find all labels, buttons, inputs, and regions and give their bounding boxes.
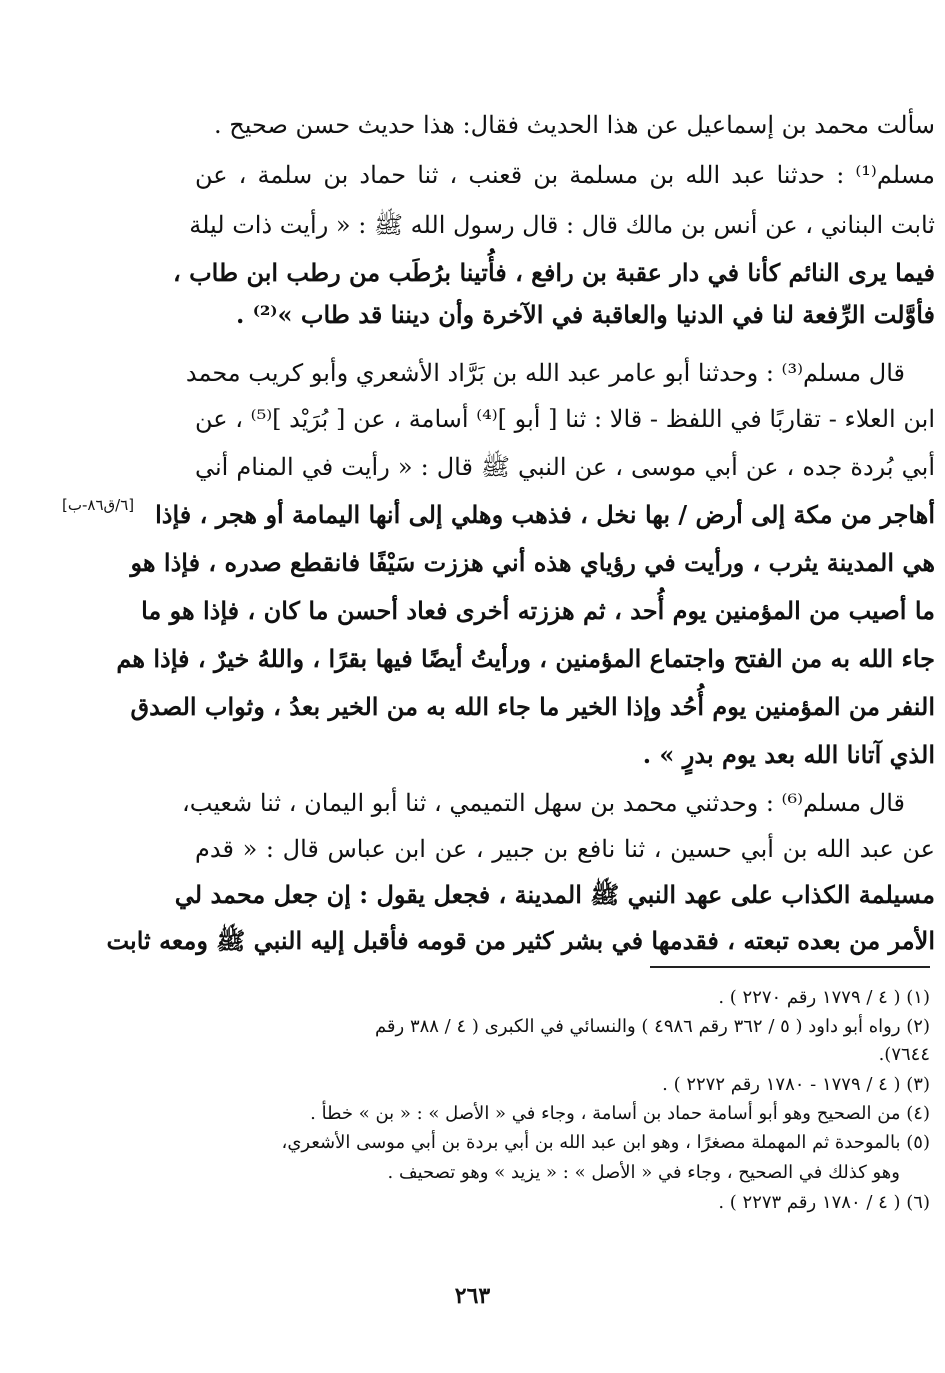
footnote-line: وهو كذلك في الصحيح ، وجاء في « الأصل » : « يزيد » وهو تصحيف . <box>387 1162 900 1183</box>
footnote-line: (٣) ( ٤ / ١٧٧٩ - ١٧٨٠ رقم ٢٢٧٢ ) . <box>662 1074 930 1095</box>
text-line: أهاجر من مكة إلى أرض / بها نخل ، فذهب وهلي إلى أنها اليمامة أو هجر ، فإذا <box>155 500 935 529</box>
text-line: مسلم⁽¹⁾ : حدثنا عبد الله بن مسلمة بن قعنب ، ثنا حماد بن سلمة ، عن <box>195 161 935 189</box>
footnote-separator <box>650 966 930 968</box>
footnote-line: (١) ( ٤ / ١٧٧٩ رقم ٢٢٧٠ ) . <box>718 987 930 1008</box>
footnote-line: (٥) بالموحدة ثم المهملة مصغرًا ، وهو ابن عبد الله بن أبي بردة بن أبي موسى الأشعري، <box>281 1132 930 1153</box>
text-line: قال مسلم⁽³⁾ : وحدثنا أبو عامر عبد الله بن بَرَّاد الأشعري وأبو كريب محمد <box>185 359 905 387</box>
text-line: ما أصيب من المؤمنين يوم أُحد ، ثم هززته أخرى فعاد أحسن ما كان ، فإذا هو ما <box>141 596 935 625</box>
manuscript-folio-note: [٦/ق٨٦-ب] <box>62 496 135 514</box>
footnote-line: (٦) ( ٤ / ١٧٨٠ رقم ٢٢٧٣ ) . <box>718 1192 930 1213</box>
text-line: قال مسلم⁽⁶⁾ : وحدثني محمد بن سهل التميمي ، ثنا أبو اليمان ، ثنا شعيب، <box>182 789 905 817</box>
text-line: هي المدينة يثرب ، ورأيت في رؤياي هذه أني هززت سَيْفًا فانقطع صدره ، فإذا هو <box>130 548 935 577</box>
text-line: ابن العلاء - تقاربًا في اللفظ - قالا : ثنا [ أبو ]⁽⁴⁾ أسامة ، عن [ بُرَيْد ]⁽⁵⁾ ، عن <box>195 405 935 433</box>
text-line: مسيلمة الكذاب على عهد النبي ﷺ المدينة ، فجعل يقول : إن جعل محمد لي <box>174 880 935 909</box>
text-line: جاء الله به من الفتح واجتماع المؤمنين ، ورأيتُ أيضًا فيها بقرًا ، واللهُ خيرٌ ، فإذا هم <box>116 644 935 673</box>
text-line: الأمر من بعده تبعته ، فقدمها في بشر كثير من قومه فأقبل إليه النبي ﷺ ومعه ثابت <box>106 926 935 955</box>
text-line: فأوَّلت الرِّفعة لنا في الدنيا والعاقبة في الآخرة وأن ديننا قد طاب »⁽²⁾ . <box>236 300 935 329</box>
text-line: فيما يرى النائم كأنا في دار عقبة بن رافع ، فأُتينا برُطَب من رطب ابن طاب ، <box>172 258 935 287</box>
text-line: ثابت البناني ، عن أنس بن مالك قال : قال رسول الله ﷺ : « رأيت ذات ليلة <box>189 211 935 239</box>
page-number: ٢٦٣ <box>454 1283 491 1309</box>
text-line: النفر من المؤمنين يوم أُحُد وإذا الخير ما جاء الله به من الخير بعدُ ، وثواب الصدق <box>130 692 935 721</box>
footnote-line: (٤) من الصحيح وهو أبو أسامة حماد بن أسامة ، وجاء في « الأصل » : « بن » خطأ . <box>310 1103 930 1124</box>
footnote-line: (٢) رواه أبو داود ( ٥ / ٣٦٢ رقم ٤٩٨٦ ) والنسائي في الكبرى ( ٤ / ٣٨٨ رقم <box>374 1016 930 1037</box>
text-line: عن عبد الله بن أبي حسين ، ثنا نافع بن جبير ، عن ابن عباس قال : « قدم <box>195 835 935 863</box>
text-line: سألت محمد بن إسماعيل عن هذا الحديث فقال: هذا حديث حسن صحيح . <box>214 111 935 139</box>
text-line: أبي بُردة جده ، عن أبي موسى ، عن النبي ﷺ قال : « رأيت في المنام أني <box>195 453 935 481</box>
footnote-line: ٧٦٤٤). <box>878 1044 930 1065</box>
text-line: الذي آتانا الله بعد يوم بدرٍ » . <box>642 740 935 769</box>
